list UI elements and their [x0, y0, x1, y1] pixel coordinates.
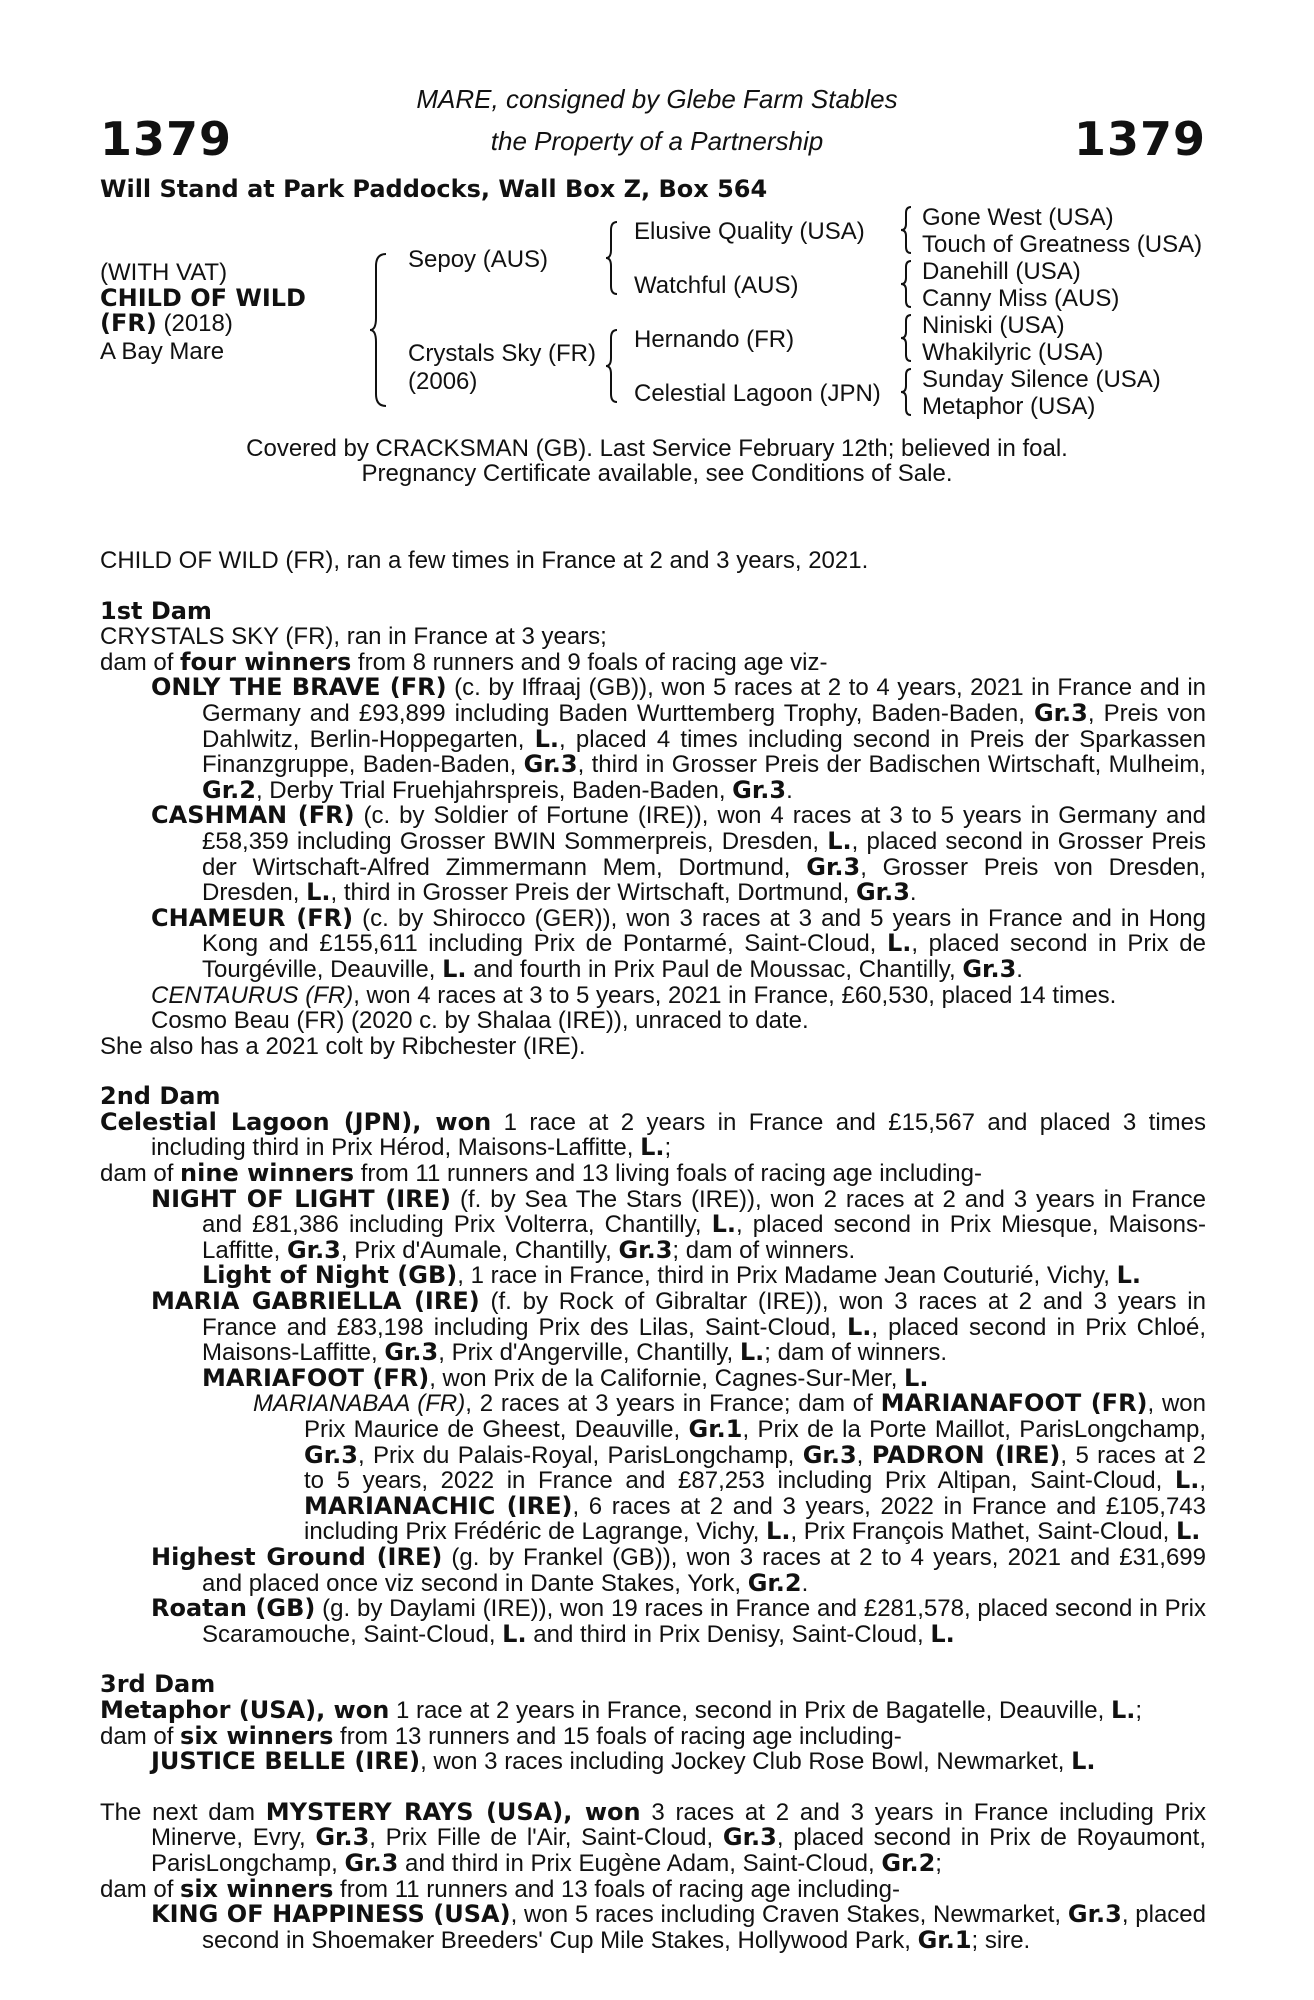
next-dam-entry-1: KING OF HAPPINESS (USA), won 5 races including Craven Stakes, Newmarket, Gr.3, placed second in Shoemaker Breeders' Cup Mile Stakes, Hollywood Park, Gr.1; sire. — [151, 1900, 1206, 1954]
pedigree-ggp-8: Metaphor (USA) — [922, 393, 1096, 420]
intro-line: CHILD OF WILD (FR), ran a few times in France at 2 and 3 years, 2021. — [100, 547, 869, 574]
pedigree-ggp-2: Touch of Greatness (USA) — [922, 231, 1203, 258]
property-line: the Property of a Partnership — [490, 126, 824, 156]
third-dam-heading: 3rd Dam — [100, 1670, 216, 1699]
catalogue-body — [100, 548, 1206, 1953]
horse-country-year: (FR) (2018) — [100, 309, 233, 337]
first-dam-closing: She also has a 2021 colt by Ribchester (IRE). — [100, 1032, 586, 1060]
first-dam-section — [100, 596, 1207, 1060]
first-dam-entry-1: ONLY THE BRAVE (FR) (c. by Iffraaj (GB)), won 5 races at 2 to 4 years, 2021 in France and in Germany and £93,899 including Baden Wurttemberg Trophy, Baden-Baden, Gr.3, Preis von Dahlwitz, Berlin-Hoppegarten, L., placed 4 times including second in Preis der Sparkassen Finanzgruppe, Baden-Baden, Gr.3, third in Grosser Preis der Badischen Wirtschaft, Mulheim, Gr.2, Derby Trial Fruehjahrspreis, Baden-Baden, Gr.3. — [151, 673, 1206, 804]
pedigree-dam-year: (2006) — [408, 368, 478, 395]
second-dam-line: Celestial Lagoon (JPN), won 1 race at 2 years in France and £15,567 and placed 3 times including third in Prix Hérod, Maisons-Laffitte, L.; — [100, 1107, 1206, 1162]
pedigree-ggp-7: Sunday Silence (USA) — [922, 366, 1161, 393]
consignor-line: MARE, consigned by Glebe Farm Stables — [416, 84, 898, 114]
second-dam-entry-3: Highest Ground (IRE) (g. by Frankel (GB)), won 3 races at 2 to 4 years, 2021 and £31,699 and placed once viz second in Dante Stakes, York, Gr.2. — [151, 1542, 1206, 1597]
pedigree-dam-dam: Celestial Lagoon (JPN) — [634, 380, 881, 407]
ggp-brace-3 — [898, 312, 916, 364]
first-dam-entry-5: Cosmo Beau (FR) (2020 c. by Shalaa (IRE)), unraced to date. — [151, 1007, 809, 1035]
pedigree-sire-sire: Elusive Quality (USA) — [634, 218, 865, 245]
first-dam-entry-2: CASHMAN (FR) (c. by Soldier of Fortune (IRE)), won 4 races at 3 to 5 years in Germany and £58,359 including Grosser BWIN Sommerpreis, Dresden, L., placed second in Grosser Preis der Wirtschaft-Alfred Zimmermann Mem, Dortmund, Gr.3, Grosser Preis von Dresden, Dresden, L., third in Grosser Preis der Wirtschaft, Dortmund, Gr.3. — [151, 801, 1206, 907]
second-dam-entry-1: NIGHT OF LIGHT (IRE) (f. by Sea The Stars (IRE)), won 2 races at 2 and 3 years in France and £81,386 including Prix Volterra, Chantilly, L., placed second in Prix Miesque, Maisons-Laffitte, Gr.3, Prix d'Aumale, Chantilly, Gr.3; dam of winners. — [151, 1184, 1206, 1264]
third-dam-section — [100, 1672, 1206, 1774]
second-dam-heading: 2nd Dam — [100, 1082, 221, 1111]
second-dam-entry-1-sub: Light of Night (GB), 1 race in France, third in Prix Madame Jean Couturié, Vichy, L. — [202, 1261, 1142, 1290]
second-dam-entry-2-sub-1: MARIAFOOT (FR), won Prix de la Californie, Cagnes-Sur-Mer, L. — [202, 1363, 929, 1392]
third-dam-entry-1: JUSTICE BELLE (IRE), won 3 races including Jockey Club Rose Bowl, Newmarket, L. — [151, 1747, 1096, 1776]
lot-number-left: 1379 — [100, 112, 233, 166]
second-dam-entry-4: Roatan (GB) (g. by Daylami (IRE)), won 19 races in France and £281,578, placed second in Prix Scaramouche, Saint-Cloud, L. and third in Prix Denisy, Saint-Cloud, L. — [151, 1594, 1207, 1648]
next-dam-produce: dam of six winners from 11 runners and 13 foals of racing age including- — [100, 1874, 900, 1903]
first-dam-line: CRYSTALS SKY (FR), ran in France at 3 years; — [100, 623, 607, 651]
second-dam-produce: dam of nine winners from 11 runners and 13 living foals of racing age including- — [100, 1159, 982, 1188]
covering-line-1: Covered by CRACKSMAN (GB). Last Service February 12th; believed in foal. — [246, 435, 1068, 462]
ggp-brace-2 — [898, 258, 916, 310]
pedigree-sire: Sepoy (AUS) — [408, 246, 549, 273]
covering-line-2: Pregnancy Certificate available, see Conditions of Sale. — [361, 460, 953, 487]
stand-line: Will Stand at Park Paddocks, Wall Box Z, Box 564 — [100, 175, 768, 203]
pedigree-ggp-4: Canny Miss (AUS) — [922, 285, 1120, 312]
ggp-brace-1 — [898, 204, 916, 256]
pedigree-sire-dam: Watchful (AUS) — [634, 272, 799, 299]
pedigree-ggp-6: Whakilyric (USA) — [922, 339, 1104, 366]
third-dam-line: Metaphor (USA), won 1 race at 2 years in France, second in Prix de Bagatelle, Deauville, L.; — [100, 1695, 1143, 1724]
second-dam-entry-2-sub-2: MARIANABAA (FR), 2 races at 3 years in France; dam of MARIANAFOOT (FR), won Prix Maurice de Gheest, Deauville, Gr.1, Prix de la Porte Maillot, ParisLongchamp, Gr.3, Prix du Palais-Royal, ParisLongchamp, Gr.3, PADRON (IRE), 5 races at 2 to 5 years, 2022 in France and £87,253 including Prix Altipan, Saint-Cloud, L., MARIANACHIC (IRE), 6 races at 2 and 3 years, 2022 in France and £105,743 including Prix Frédéric de Lagrange, Vichy, L., Prix François Mathet, Saint-Cloud, L. — [253, 1389, 1206, 1546]
second-dam-section — [100, 1084, 1206, 1647]
pedigree-ggp-3: Danehill (USA) — [922, 258, 1081, 285]
first-dam-heading: 1st Dam — [100, 596, 212, 625]
dam-brace — [603, 326, 623, 406]
first-dam-entry-4: CENTAURUS (FR), won 4 races at 3 to 5 years, 2021 in France, £60,530, placed 14 times. — [151, 981, 1117, 1009]
sire-brace — [603, 218, 623, 298]
horse-name: CHILD OF WILD — [100, 284, 306, 312]
lot-number-right: 1379 — [1073, 112, 1206, 166]
pedigree-ggp-5: Niniski (USA) — [922, 312, 1065, 339]
first-dam-entry-3: CHAMEUR (FR) (c. by Shirocco (GER)), won 3 races at 3 and 5 years in France and in Hong Kong and £155,611 including Prix de Pontarmé, Saint-Cloud, L., placed second in Prix de Tourgéville, Deauville, L. and fourth in Prix Paul de Moussac, Chantilly, Gr.3. — [151, 903, 1207, 983]
first-dam-produce: dam of four winners from 8 runners and 9 foals of racing age viz- — [100, 647, 828, 676]
ggp-brace-4 — [898, 366, 916, 418]
pedigree-main-brace — [368, 250, 398, 410]
vat-label: (WITH VAT) — [100, 259, 228, 286]
next-dam-line: The next dam MYSTERY RAYS (USA), won 3 races at 2 and 3 years in France including Prix Minerve, Evry, Gr.3, Prix Fille de l'Air, Saint-Cloud, Gr.3, placed second in Prix de Royaumont, ParisLongchamp, Gr.3 and third in Prix Eugène Adam, Saint-Cloud, Gr.2; — [100, 1797, 1207, 1877]
third-dam-produce: dam of six winners from 13 runners and 15 foals of racing age including- — [100, 1721, 902, 1750]
pedigree-dam-sire: Hernando (FR) — [634, 326, 795, 353]
pedigree-ggp-1: Gone West (USA) — [922, 204, 1114, 231]
pedigree-dam: Crystals Sky (FR) — [408, 340, 596, 367]
horse-description: A Bay Mare — [100, 338, 225, 365]
next-dam-section — [100, 1797, 1207, 1954]
second-dam-entry-2: MARIA GABRIELLA (IRE) (f. by Rock of Gibraltar (IRE)), won 3 races at 2 and 3 years in France and £83,198 including Prix des Lilas, Saint-Cloud, L., placed second in Prix Chloé, Maisons-Laffitte, Gr.3, Prix d'Angerville, Chantilly, L.; dam of winners. — [151, 1287, 1206, 1367]
